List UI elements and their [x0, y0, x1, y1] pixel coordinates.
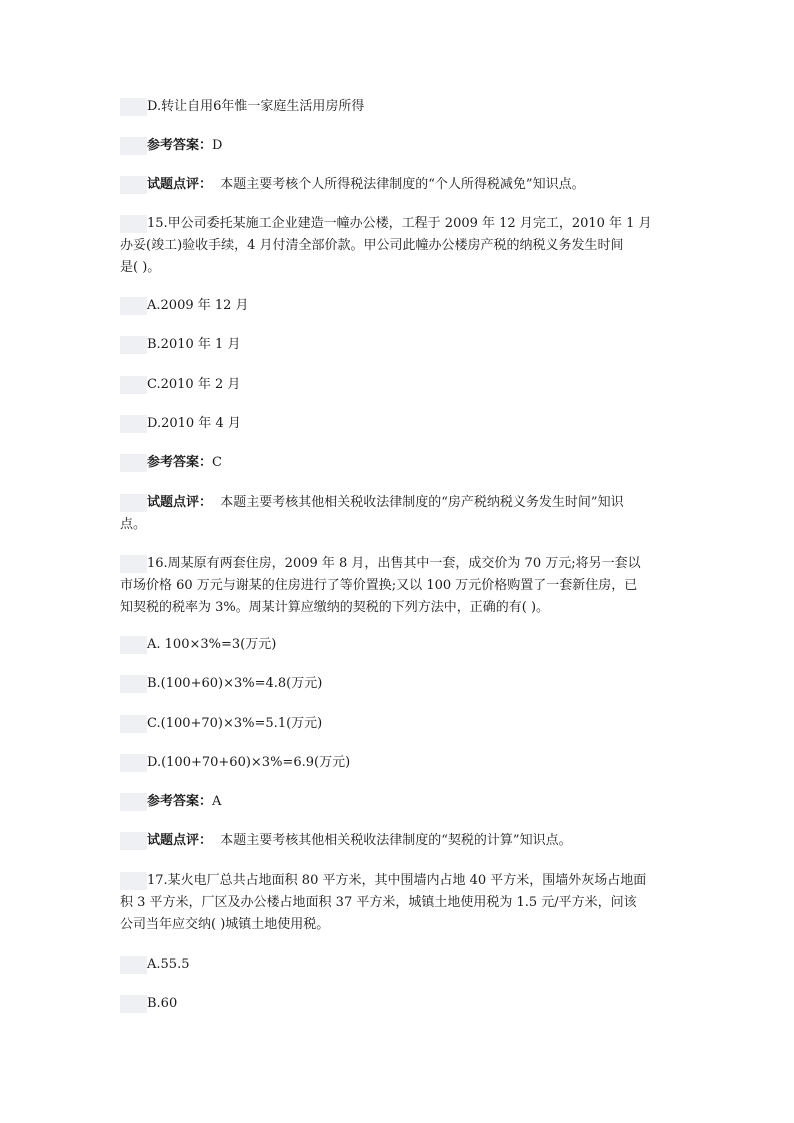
shade-block [120, 715, 147, 733]
answer-value: C [212, 455, 222, 470]
answer-label: 参考答案： [147, 794, 213, 809]
q17-stem: 17.某火电厂总共占地面积 80 平方米，其中围墙内占地 40 平方米，围墙外灰场占地面 积 3 平方米，厂区及办公楼占地面积 37 平方米，城镇土地使用税为 1.5 元/平方米，问该 公司当年应交纳( )城镇土地使用税。 [120, 873, 647, 932]
q14-option-d: D.转让自用6年惟一家庭生活用房所得 [120, 96, 680, 118]
shade-block [120, 336, 147, 354]
shade-block [120, 832, 147, 850]
answer-label: 参考答案： [147, 138, 213, 153]
q14-answer [120, 135, 680, 157]
comment-label: 试题点评： [147, 495, 213, 510]
answer-label: 参考答案： [147, 455, 213, 470]
q17-option-b: B.60 [120, 993, 680, 1015]
q15-answer [120, 452, 680, 474]
shade-block [120, 137, 147, 155]
shade-block [120, 754, 147, 772]
shade-block [120, 494, 147, 512]
shade-block [120, 675, 147, 693]
shade-block [120, 636, 147, 654]
answer-value: D [212, 138, 223, 153]
shade-block [120, 297, 147, 315]
shade-block [120, 415, 147, 433]
shade-block [120, 215, 147, 233]
q17-option-a: A.55.5 [120, 954, 680, 976]
comment-text: 本题主要考核其他相关税收法律制度的“契税的计算”知识点。 [220, 833, 572, 848]
shade-block [120, 376, 147, 394]
comment-text: 本题主要考核个人所得税法律制度的“个人所得税减免”知识点。 [220, 177, 585, 192]
comment-label: 试题点评： [147, 177, 213, 192]
shade-block [120, 98, 147, 116]
q16-stem: 16.周某原有两套住房，2009 年 8 月，出售其中一套，成交价为 70 万元;将另一套以 市场价格 60 万元与谢某的住房进行了等价置换;又以 100 万元价格购置了一套新住房，已 知契税的税率为 3%。周某计算应缴纳的契税的下列方法中，正确的有( )。 [120, 556, 641, 615]
q15-stem: 15.甲公司委托某施工企业建造一幢办公楼，工程于 2009 年 12 月完工，2010 年 1 月 办妥(竣工)验收手续，4 月付清全部价款。甲公司此幢办公楼房产税的纳税义务发生时间 是( )。 [120, 216, 652, 275]
q16-option-d: D.(100+70+60)×3%=6.9(万元) [120, 752, 680, 774]
shade-block [120, 454, 147, 472]
shade-block [120, 793, 147, 811]
q16-option-b: B.(100+60)×3%=4.8(万元) [120, 673, 680, 695]
shade-block [120, 555, 147, 573]
q15-option-a: A.2009 年 12 月 [120, 295, 680, 317]
shade-block [120, 176, 147, 194]
q15-option-c: C.2010 年 2 月 [120, 374, 680, 396]
q16-answer [120, 791, 680, 813]
q15-option-d: D.2010 年 4 月 [120, 413, 680, 435]
q14-comment [120, 174, 680, 196]
q15-option-b: B.2010 年 1 月 [120, 334, 680, 356]
comment-label: 试题点评： [147, 833, 213, 848]
answer-value: A [212, 794, 222, 809]
shade-block [120, 956, 147, 974]
shade-block [120, 872, 147, 890]
q16-option-c: C.(100+70)×3%=5.1(万元) [120, 713, 680, 735]
q16-option-a: A. 100×3%=3(万元) [120, 634, 680, 656]
shade-block [120, 995, 147, 1013]
q15-comment: 试题点评： 本题主要考核其他相关税收法律制度的“房产税纳税义务发生时间”知识 点。 [120, 495, 624, 532]
q16-comment [120, 830, 680, 852]
